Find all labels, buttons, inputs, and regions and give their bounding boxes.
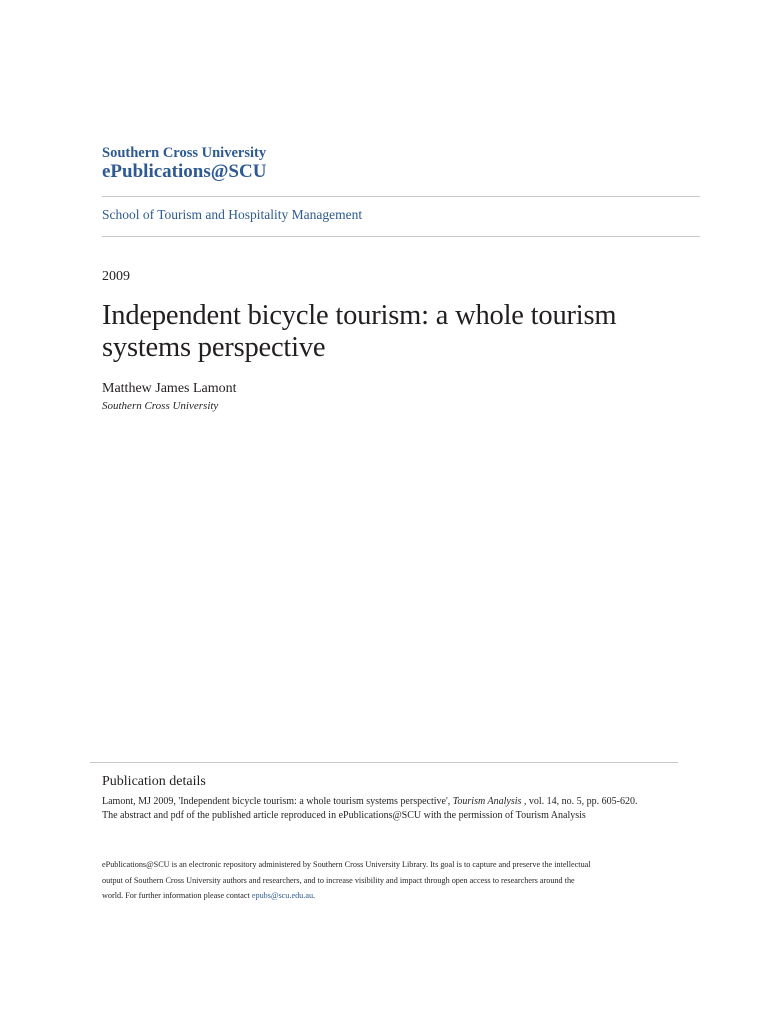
section-divider [102, 236, 700, 237]
university-name[interactable]: Southern Cross University [102, 145, 267, 161]
author-affiliation: Southern Cross University [102, 400, 219, 412]
repository-name[interactable]: ePublications@SCU [102, 161, 267, 182]
reproduction-note: The abstract and pdf of the published article reproduced in ePublications@SCU with the permission of Tourism Analysis [102, 810, 586, 821]
journal-name: Tourism Analysis [452, 796, 522, 807]
paper-title: Independent bicycle tourism: a whole tourism systems perspective [102, 300, 617, 363]
citation-line [102, 796, 638, 807]
about-text-end: . [313, 891, 316, 900]
footer-divider [90, 762, 678, 763]
about-text-line-3: world. For further information please contact [102, 891, 252, 900]
citation-text: Lamont, MJ 2009, 'Independent bicycle tourism: a whole tourism systems perspective', [102, 796, 453, 807]
publication-details-heading: Publication details [102, 774, 206, 789]
publication-year: 2009 [102, 269, 130, 284]
repository-about [102, 857, 682, 904]
about-text-line-2: output of Southern Cross University authors and researchers, and to increase visibility and impact through open access to researchers around the [102, 875, 575, 885]
contact-email-link[interactable]: epubs@scu.edu.au [251, 891, 314, 900]
school-link[interactable]: School of Tourism and Hospitality Management [102, 207, 363, 222]
citation-volume: , vol. 14, no. 5, pp. 605-620. [521, 796, 638, 807]
about-text-line-1: ePublications@SCU is an electronic repository administered by Southern Cross University Library. Its goal is to capture and preserve the intellectual [102, 860, 591, 869]
header-divider [102, 196, 700, 197]
author-name: Matthew James Lamont [102, 381, 237, 396]
